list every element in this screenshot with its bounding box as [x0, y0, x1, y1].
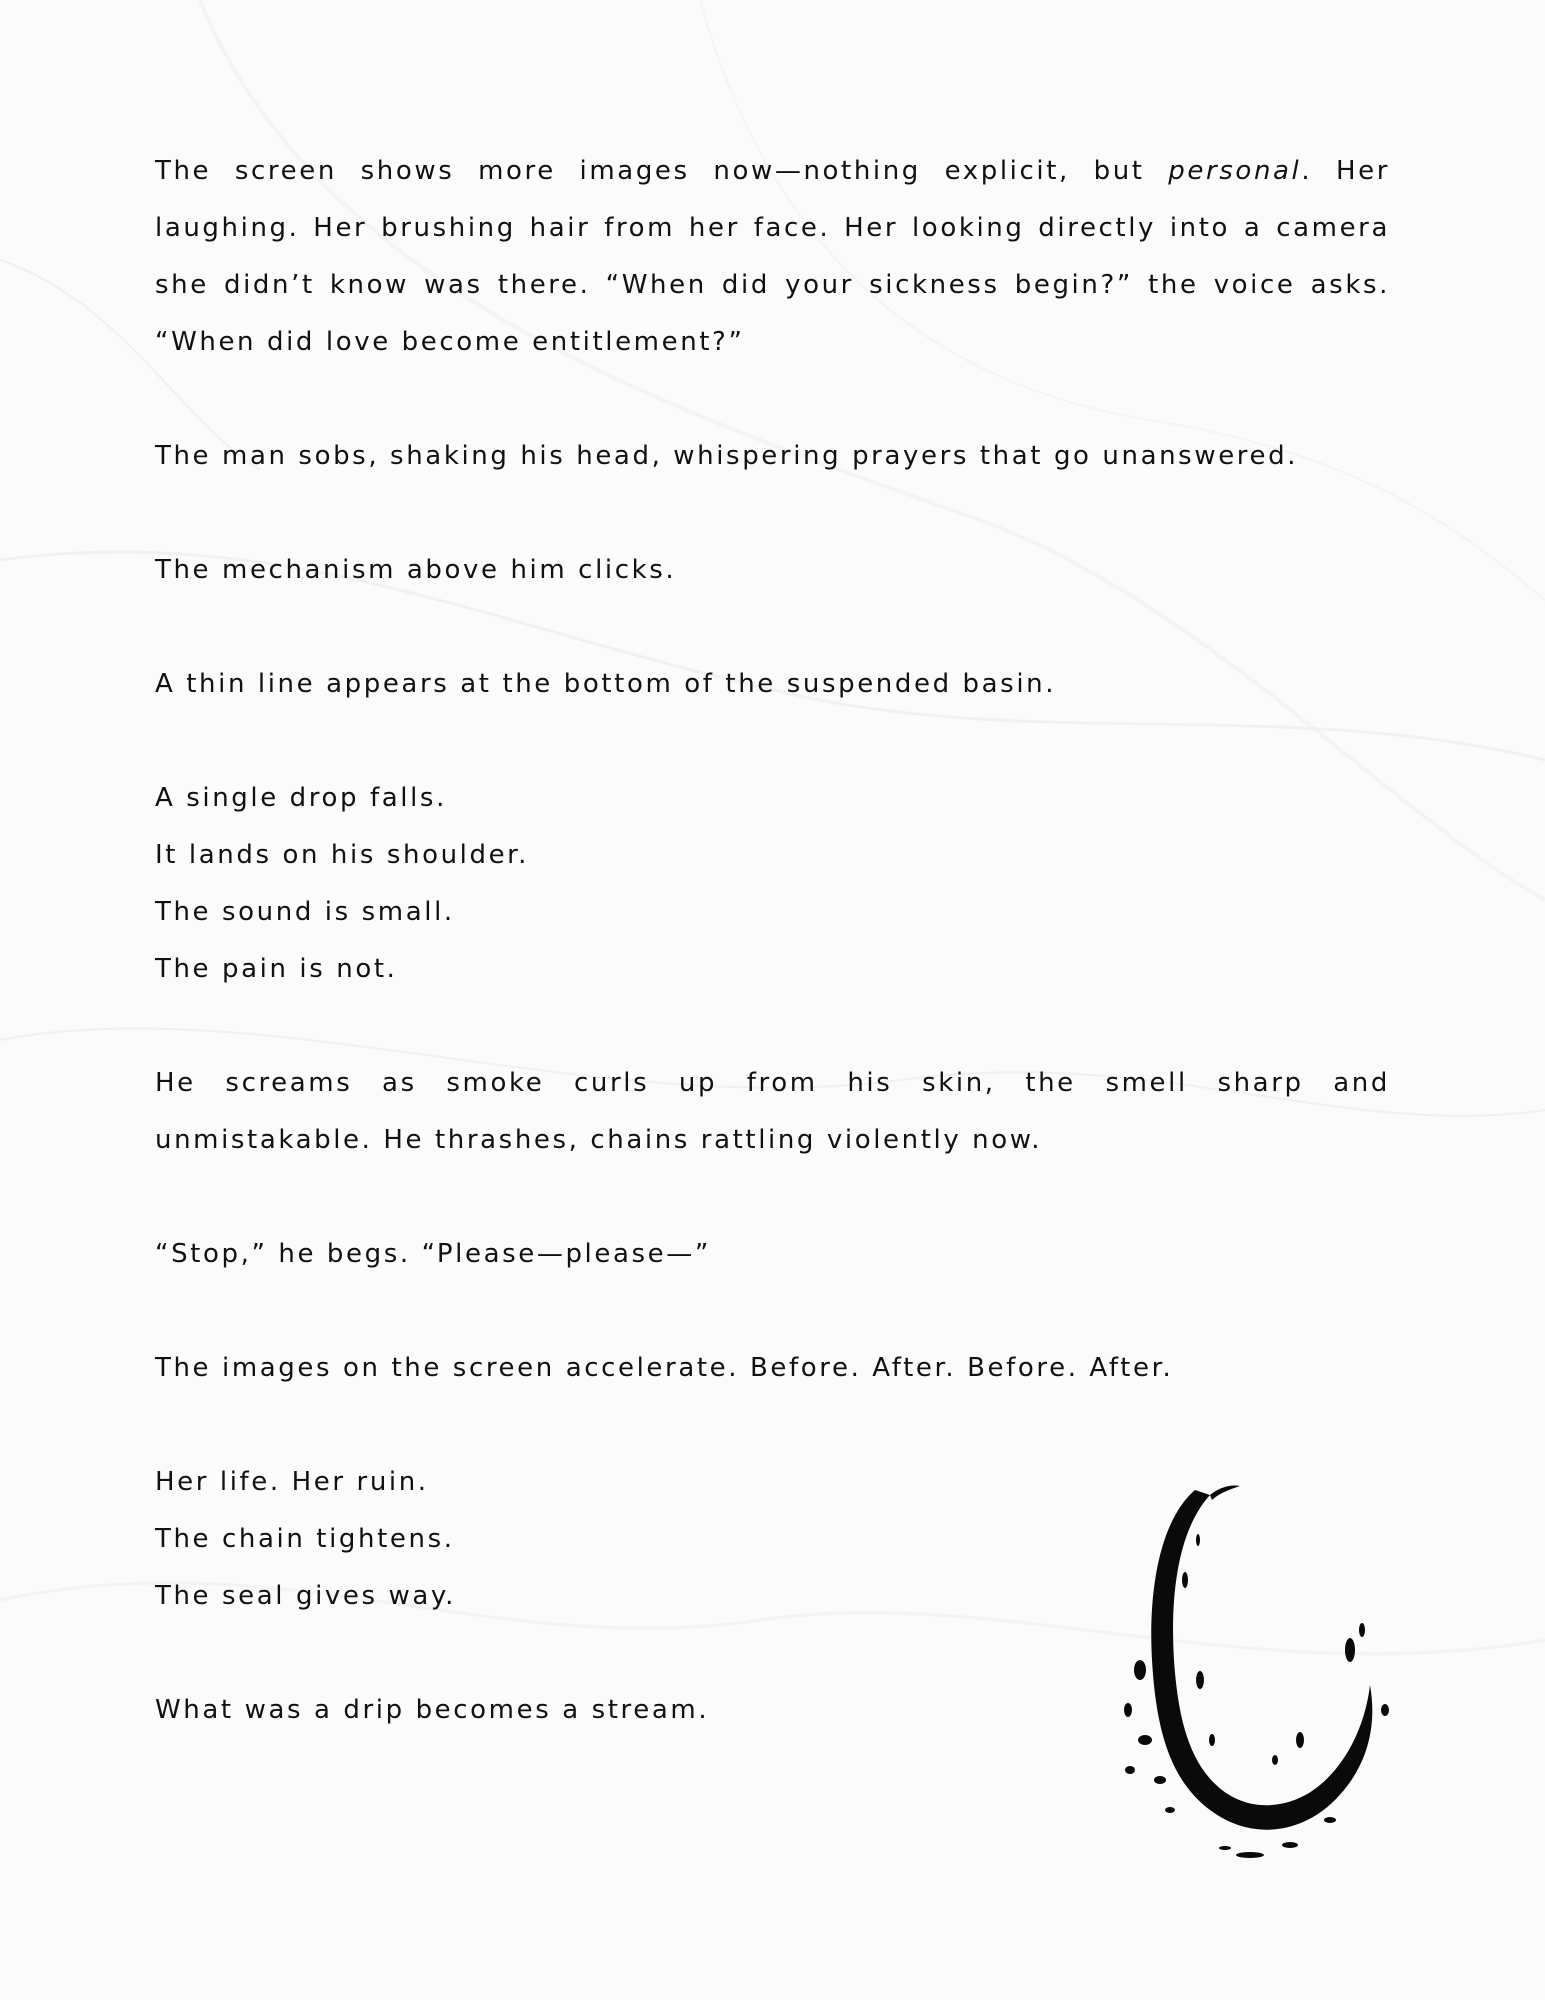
- paragraph-mechanism-clicks: The mechanism above him clicks.: [155, 555, 677, 585]
- paragraph-single-drop: [155, 770, 1390, 998]
- paragraph-drip-stream: What was a drip becomes a stream.: [155, 1695, 710, 1725]
- paragraph-thin-line: A thin line appears at the bottom of the suspended basin.: [155, 669, 1057, 699]
- line-lands-shoulder: It lands on his shoulder.: [155, 840, 529, 870]
- line-drop-falls: A single drop falls.: [155, 783, 447, 813]
- paragraph-screen-images: The screen shows more images now—nothing explicit, but personal. Her laughing. Her brushing hair from her face. Her looking directly into a camera she didn’t know was there. “When did your sickness begin?” the voice asks. “When did love become entitlement?”: [155, 156, 1390, 357]
- paragraph-he-screams: He screams as smoke curls up from his skin, the smell sharp and unmistakable. He thrashes, chains rattling violently now.: [155, 1068, 1390, 1155]
- line-sound-small: The sound is small.: [155, 897, 455, 927]
- paragraph-stop-begs: “Stop,” he begs. “Please—please—”: [155, 1239, 711, 1269]
- paragraph-man-sobs: The man sobs, shaking his head, whispering prayers that go unanswered.: [155, 441, 1299, 471]
- emphasis-personal: personal: [1168, 156, 1302, 186]
- ink-splash-icon: [1100, 1480, 1400, 1880]
- line-chain-tightens: The chain tightens.: [155, 1524, 455, 1554]
- line-pain-not: The pain is not.: [155, 954, 398, 984]
- paragraph-images-accelerate: The images on the screen accelerate. Before. After. Before. After.: [155, 1353, 1174, 1383]
- line-her-ruin: Her life. Her ruin.: [155, 1467, 429, 1497]
- line-seal-gives-way: The seal gives way.: [155, 1581, 457, 1611]
